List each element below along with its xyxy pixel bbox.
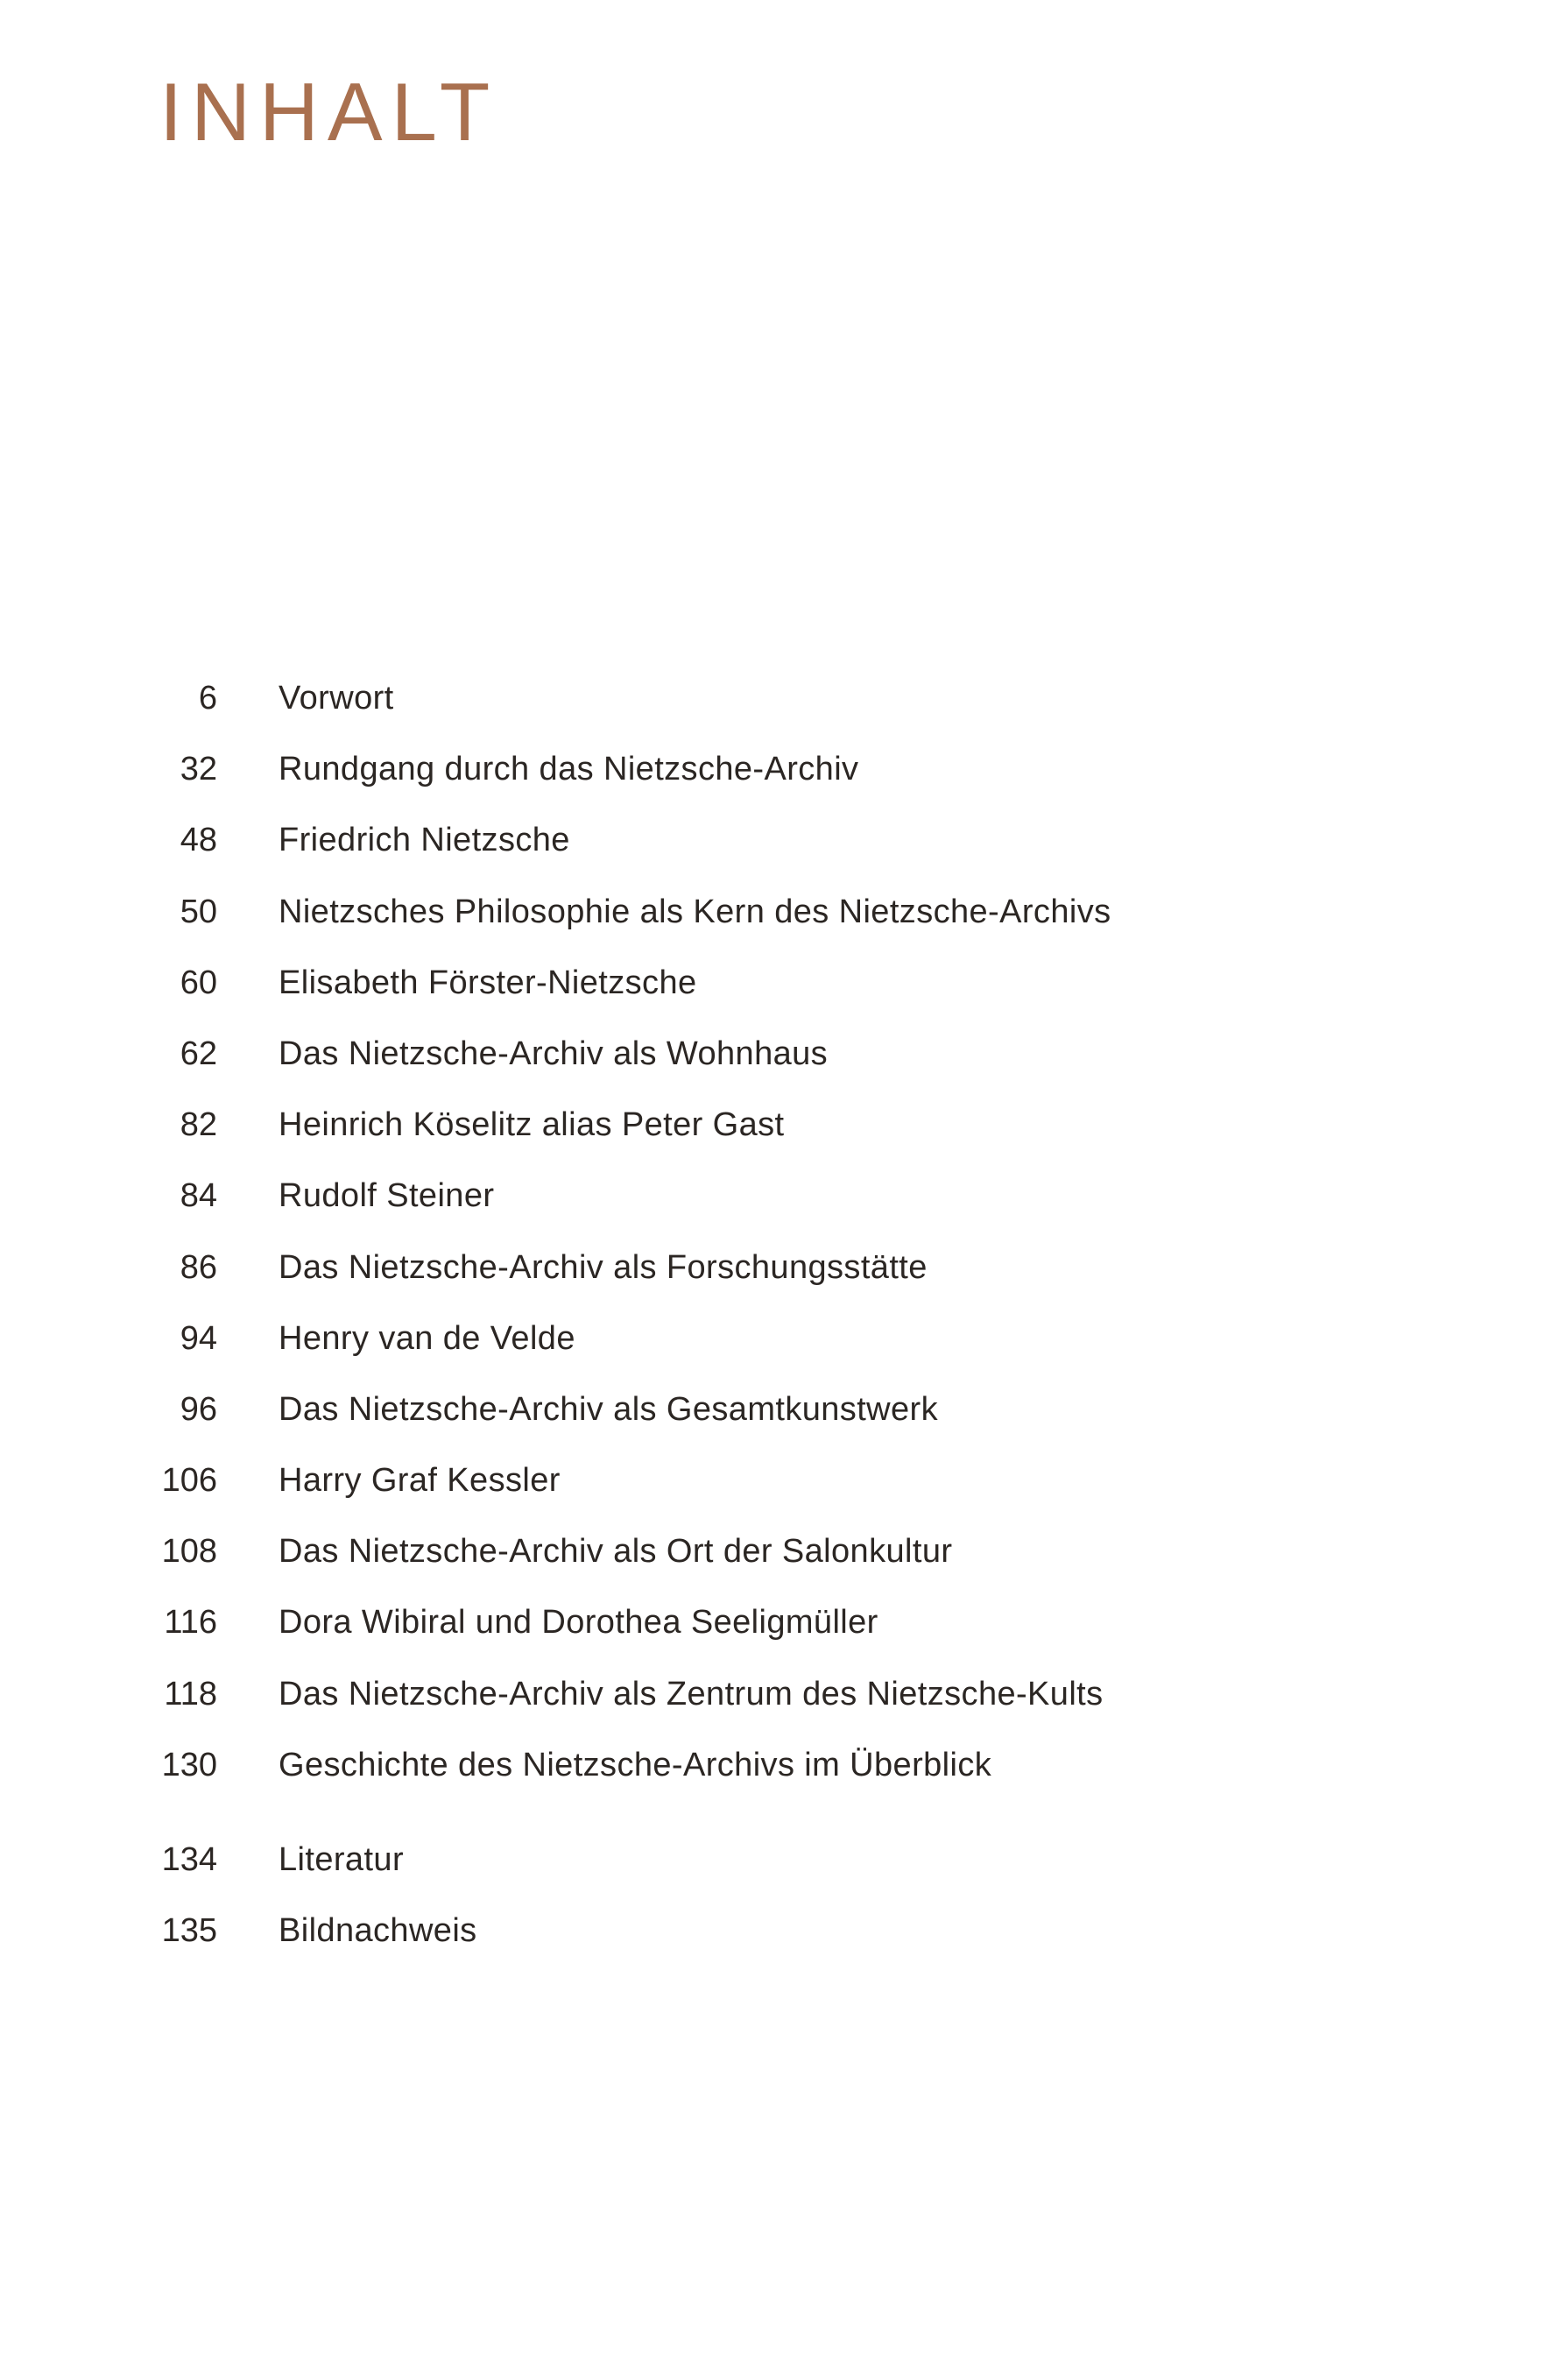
toc-entry[interactable] [0, 1515, 1552, 1585]
toc-page-number: 48 [180, 822, 217, 859]
toc-page-number: 108 [161, 1533, 217, 1571]
toc-entry[interactable] [0, 1373, 1552, 1444]
toc-entry-title: Geschichte des Nietzsche-Archivs im Überblick [279, 1746, 992, 1783]
toc-entry-title: Rudolf Steiner [279, 1177, 495, 1215]
toc-page-number: 32 [180, 751, 217, 788]
toc-entry[interactable] [0, 1585, 1552, 1656]
toc-page-number: 50 [180, 893, 217, 930]
toc-page-number: 130 [161, 1746, 217, 1783]
toc-entry[interactable] [0, 1231, 1552, 1302]
toc-entry-title: Friedrich Nietzsche [279, 822, 570, 859]
toc-entry-title: Das Nietzsche-Archiv als Wohnhaus [279, 1035, 829, 1072]
toc-entry-title: Rundgang durch das Nietzsche-Archiv [279, 751, 859, 788]
toc-page-number: 62 [180, 1035, 217, 1072]
toc-entry[interactable] [0, 1088, 1552, 1159]
toc-entry-title: Das Nietzsche-Archiv als Zentrum des Nietzsche-Kults [279, 1675, 1104, 1713]
toc-page-number: 82 [180, 1106, 217, 1144]
toc-page-number: 116 [164, 1604, 217, 1642]
toc-entry-title: Nietzsches Philosophie als Kern des Nietzsche-Archivs [279, 893, 1111, 930]
toc-page-number: 134 [161, 1841, 217, 1878]
toc-entry-title: Dora Wibiral und Dorothea Seeligmüller [279, 1604, 878, 1642]
toc-entry-title: Henry van de Velde [279, 1319, 575, 1357]
toc-page-number: 106 [161, 1462, 217, 1500]
toc-page-number: 135 [161, 1912, 217, 1950]
toc-entry[interactable] [0, 1302, 1552, 1373]
toc-entry[interactable] [0, 661, 1552, 732]
toc-entry[interactable] [0, 1657, 1552, 1728]
toc-entry[interactable] [0, 1159, 1552, 1230]
toc-page-number: 96 [180, 1390, 217, 1428]
toc-entry-title: Bildnachweis [279, 1912, 477, 1950]
toc-entry-title: Heinrich Köselitz alias Peter Gast [279, 1106, 785, 1144]
table-of-contents [0, 661, 1552, 1965]
toc-entry[interactable] [0, 946, 1552, 1017]
toc-page-number: 86 [180, 1248, 217, 1286]
toc-entry[interactable] [0, 803, 1552, 874]
page-title: INHALT [159, 66, 499, 158]
toc-entry[interactable] [0, 1823, 1552, 1894]
toc-entry[interactable] [0, 732, 1552, 803]
toc-page-number: 118 [164, 1675, 217, 1713]
toc-entry-title: Das Nietzsche-Archiv als Ort der Salonkultur [279, 1533, 953, 1571]
toc-entry[interactable] [0, 1728, 1552, 1799]
toc-page-number: 84 [180, 1177, 217, 1215]
toc-entry[interactable] [0, 1017, 1552, 1088]
toc-entry-title: Das Nietzsche-Archiv als Gesamtkunstwerk [279, 1390, 938, 1428]
toc-entry-title: Harry Graf Kessler [279, 1462, 561, 1500]
toc-entry-title: Literatur [279, 1841, 405, 1878]
toc-page-number: 6 [198, 680, 217, 717]
toc-entry-title: Elisabeth Förster-Nietzsche [279, 964, 697, 1001]
toc-entry-title: Das Nietzsche-Archiv als Forschungsstätte [279, 1248, 928, 1286]
toc-entry-title: Vorwort [279, 680, 394, 717]
toc-entry[interactable] [0, 1444, 1552, 1515]
toc-entry[interactable] [0, 875, 1552, 946]
toc-entry[interactable] [0, 1894, 1552, 1965]
toc-page-number: 94 [180, 1319, 217, 1357]
toc-page-number: 60 [180, 964, 217, 1001]
